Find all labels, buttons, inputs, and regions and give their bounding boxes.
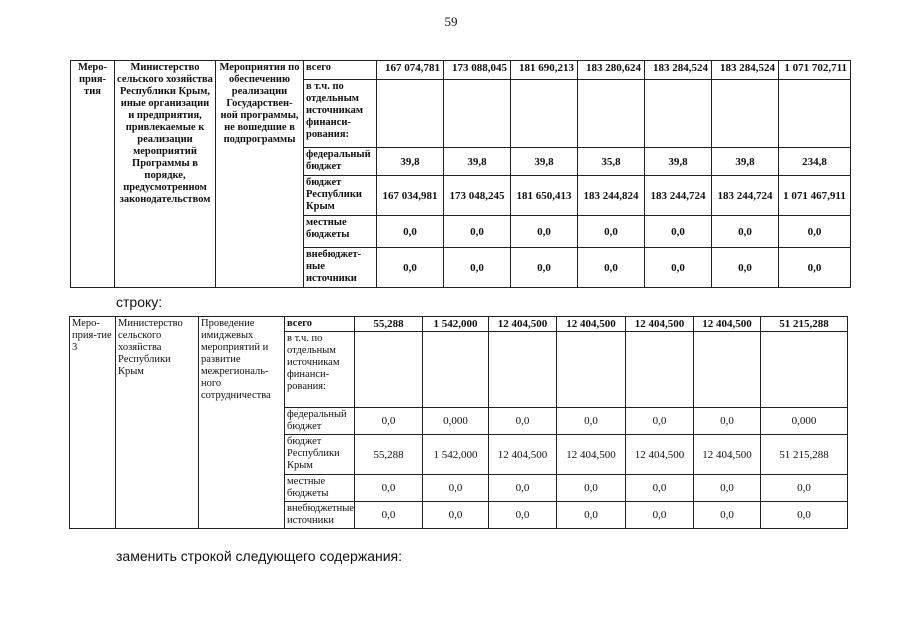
amount-cell: 183 244,724 xyxy=(645,176,712,216)
table-row xyxy=(71,61,851,80)
activity-cell: Проведение имиджевых мероприятий и развитие межрегиональ-ного сотрудничества xyxy=(199,317,285,529)
amount-cell: 1 071 467,911 xyxy=(779,176,851,216)
amount-cell: 0,0 xyxy=(377,216,444,248)
amount-cell: 12 404,500 xyxy=(557,317,626,332)
funding-source-cell: в т.ч. по отдельным источникам финанси-рования: xyxy=(285,332,355,408)
amount-cell xyxy=(761,332,848,408)
amount-cell: 0,0 xyxy=(694,475,761,502)
amount-cell: 12 404,500 xyxy=(626,317,694,332)
amount-cell: 1 071 702,711 xyxy=(779,61,851,80)
amount-cell: 0,0 xyxy=(578,216,645,248)
amount-cell: 0,0 xyxy=(355,502,423,529)
amount-cell: 183 284,524 xyxy=(712,61,779,80)
amount-cell: 183 244,824 xyxy=(578,176,645,216)
event-cell: Меро-прия-тия xyxy=(71,61,115,288)
amount-cell: 12 404,500 xyxy=(489,435,557,475)
funding-source-cell: бюджет Республики Крым xyxy=(285,435,355,475)
amount-cell: 51 215,288 xyxy=(761,435,848,475)
amount-cell: 12 404,500 xyxy=(489,317,557,332)
funding-source-cell: федеральный бюджет xyxy=(304,148,377,176)
amount-cell: 39,8 xyxy=(712,148,779,176)
amount-cell: 234,8 xyxy=(779,148,851,176)
amount-cell xyxy=(578,80,645,148)
amount-cell: 0,0 xyxy=(779,216,851,248)
amount-cell: 0,0 xyxy=(645,248,712,288)
amount-cell: 39,8 xyxy=(511,148,578,176)
amount-cell: 0,0 xyxy=(761,502,848,529)
amount-cell: 0,0 xyxy=(557,475,626,502)
amount-cell: 51 215,288 xyxy=(761,317,848,332)
amount-cell: 0,0 xyxy=(489,408,557,435)
activity-cell: Мероприятия по обеспечению реализации Государствен-ной программы, не вошедшие в подпрограммы xyxy=(216,61,304,288)
budget-table-current xyxy=(70,60,851,288)
funding-source-cell: в т.ч. по отдельным источникам финанси-рования: xyxy=(304,80,377,148)
amount-cell: 173 088,045 xyxy=(444,61,511,80)
funding-source-cell: местные бюджеты xyxy=(304,216,377,248)
amount-cell xyxy=(423,332,489,408)
amount-cell: 0,0 xyxy=(377,248,444,288)
amount-cell: 0,0 xyxy=(694,502,761,529)
executor-cell: Министерство сельского хозяйства Республики Крым xyxy=(116,317,199,529)
instruction-text-new-content: заменить строкой следующего содержания: xyxy=(116,548,403,564)
amount-cell xyxy=(626,332,694,408)
amount-cell: 183 280,624 xyxy=(578,61,645,80)
funding-source-cell: всего xyxy=(304,61,377,80)
amount-cell: 12 404,500 xyxy=(557,435,626,475)
funding-source-cell: всего xyxy=(285,317,355,332)
amount-cell: 0,0 xyxy=(557,502,626,529)
amount-cell: 0,000 xyxy=(423,408,489,435)
amount-cell xyxy=(377,80,444,148)
amount-cell: 0,0 xyxy=(626,502,694,529)
amount-cell: 55,288 xyxy=(355,317,423,332)
amount-cell: 0,0 xyxy=(444,248,511,288)
amount-cell: 35,8 xyxy=(578,148,645,176)
amount-cell: 55,288 xyxy=(355,435,423,475)
amount-cell: 183 244,724 xyxy=(712,176,779,216)
instruction-text-replace-line: строку: xyxy=(116,294,163,310)
amount-cell: 0,0 xyxy=(423,475,489,502)
amount-cell: 181 650,413 xyxy=(511,176,578,216)
amount-cell: 39,8 xyxy=(377,148,444,176)
amount-cell: 0,0 xyxy=(645,216,712,248)
amount-cell xyxy=(779,80,851,148)
amount-cell: 0,0 xyxy=(626,408,694,435)
amount-cell: 1 542,000 xyxy=(423,435,489,475)
amount-cell: 0,0 xyxy=(444,216,511,248)
amount-cell: 39,8 xyxy=(645,148,712,176)
amount-cell: 0,0 xyxy=(779,248,851,288)
amount-cell: 0,0 xyxy=(694,408,761,435)
amount-cell: 0,0 xyxy=(489,475,557,502)
amount-cell xyxy=(511,80,578,148)
table-row xyxy=(70,317,848,332)
funding-source-cell: внебюджет-ные источники xyxy=(304,248,377,288)
amount-cell xyxy=(444,80,511,148)
amount-cell: 0,000 xyxy=(761,408,848,435)
amount-cell: 0,0 xyxy=(712,248,779,288)
funding-source-cell: бюджет Республики Крым xyxy=(304,176,377,216)
amount-cell xyxy=(694,332,761,408)
amount-cell: 173 048,245 xyxy=(444,176,511,216)
amount-cell: 0,0 xyxy=(761,475,848,502)
amount-cell: 1 542,000 xyxy=(423,317,489,332)
funding-source-cell: внебюджетные источники xyxy=(285,502,355,529)
amount-cell: 167 074,781 xyxy=(377,61,444,80)
amount-cell: 167 034,981 xyxy=(377,176,444,216)
amount-cell: 183 284,524 xyxy=(645,61,712,80)
amount-cell: 39,8 xyxy=(444,148,511,176)
amount-cell xyxy=(712,80,779,148)
amount-cell: 0,0 xyxy=(355,475,423,502)
page-number: 59 xyxy=(444,14,458,29)
amount-cell: 0,0 xyxy=(511,248,578,288)
amount-cell: 0,0 xyxy=(712,216,779,248)
amount-cell: 0,0 xyxy=(355,408,423,435)
funding-source-cell: федеральный бюджет xyxy=(285,408,355,435)
amount-cell: 12 404,500 xyxy=(694,317,761,332)
amount-cell: 0,0 xyxy=(489,502,557,529)
amount-cell: 181 690,213 xyxy=(511,61,578,80)
funding-source-cell: местные бюджеты xyxy=(285,475,355,502)
amount-cell xyxy=(557,332,626,408)
amount-cell xyxy=(489,332,557,408)
event-cell: Меро-прия-тие 3 xyxy=(70,317,116,529)
amount-cell: 0,0 xyxy=(578,248,645,288)
budget-table-old-row xyxy=(69,316,848,529)
amount-cell: 0,0 xyxy=(557,408,626,435)
amount-cell: 12 404,500 xyxy=(626,435,694,475)
amount-cell: 0,0 xyxy=(511,216,578,248)
executor-cell: Министерство сельского хозяйства Республики Крым, иные организации и предприятия, привлекаемые к реализации мероприятий Программы в порядке, предусмотренном законодательством xyxy=(115,61,216,288)
amount-cell xyxy=(645,80,712,148)
amount-cell: 0,0 xyxy=(423,502,489,529)
amount-cell: 0,0 xyxy=(626,475,694,502)
amount-cell: 12 404,500 xyxy=(694,435,761,475)
amount-cell xyxy=(355,332,423,408)
